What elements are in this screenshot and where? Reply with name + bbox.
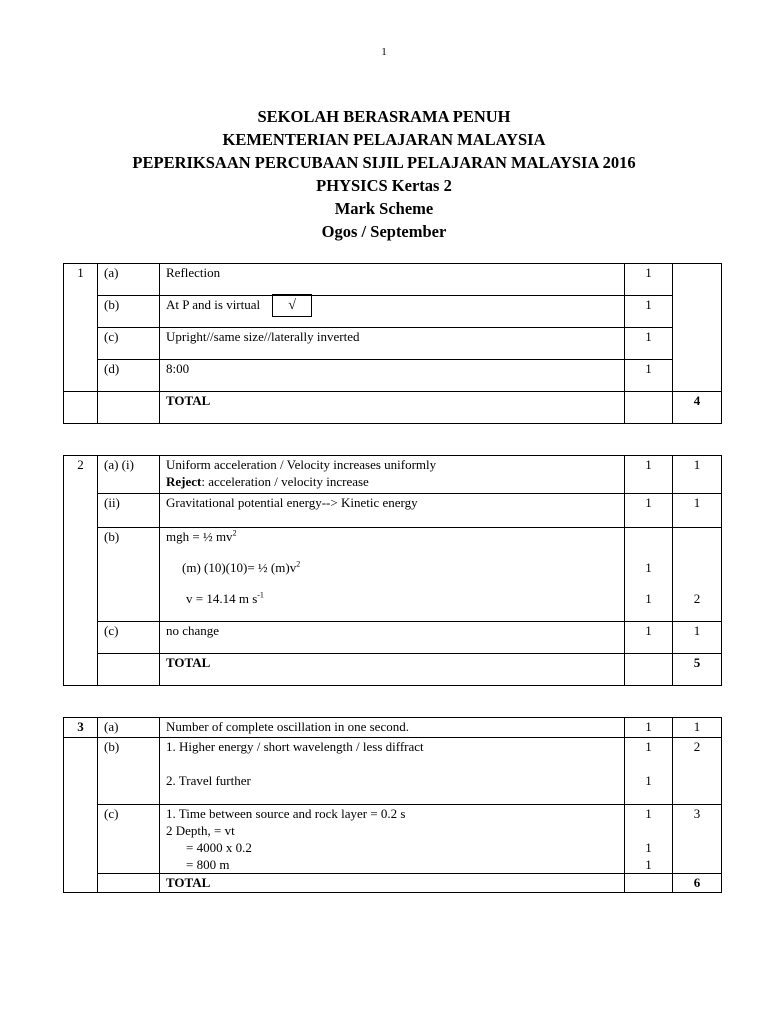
question-number-cell	[64, 805, 98, 874]
working-text: mgh = ½ mv	[166, 529, 233, 544]
sub-total-value: 1	[673, 456, 722, 494]
reject-label: Reject	[166, 474, 202, 489]
question-number-cell	[64, 528, 98, 622]
part-label: (c)	[98, 328, 160, 360]
working-line	[166, 528, 618, 545]
answer-text: no change	[160, 622, 625, 654]
answer-text: Number of complete oscillation in one second.	[160, 718, 625, 738]
part-label: (b)	[98, 528, 160, 622]
table-row	[64, 456, 722, 494]
mark-value: 1	[645, 773, 652, 788]
answer-text: At P and is virtual	[166, 297, 261, 312]
table-row	[64, 360, 722, 392]
mark-value: 1	[625, 264, 673, 296]
mark-value: 1	[645, 739, 652, 754]
heading-ministry: KEMENTERIAN PELAJARAN MALAYSIA	[222, 130, 546, 149]
question-number: 1	[64, 264, 98, 296]
sub-total-value: 1	[673, 718, 722, 738]
answer-text: Reflection	[160, 264, 625, 296]
question-number-cell	[64, 360, 98, 392]
sub-total-value: 2	[673, 738, 722, 805]
answer-cell	[160, 456, 625, 494]
question-3-table	[63, 717, 722, 893]
question-number-cell	[64, 874, 98, 893]
superscript: 2	[296, 559, 301, 569]
answer-line: 1. Higher energy / short wavelength / less diffract	[166, 739, 424, 754]
total-label: TOTAL	[160, 392, 625, 424]
table-row	[64, 264, 722, 296]
sub-total-value: 2	[693, 591, 701, 606]
table-row	[64, 718, 722, 738]
table-row	[64, 528, 722, 622]
working-text: (m) (10)(10)= ½ (m)v	[182, 560, 297, 575]
sub-total-value: 3	[673, 805, 722, 874]
answer-line: = 800 m	[186, 857, 230, 872]
part-label: (c)	[98, 805, 160, 874]
question-number-cell	[64, 296, 98, 328]
heading-mark-scheme: Mark Scheme	[334, 199, 434, 218]
question-number-cell	[64, 654, 98, 686]
heading-exam: PEPERIKSAAN PERCUBAAN SIJIL PELAJARAN MALAYSIA 2016	[132, 153, 636, 172]
mark-value: 1	[625, 718, 673, 738]
part-label: (b)	[98, 296, 160, 328]
sub-total-cell	[673, 264, 722, 392]
mark-value: 1	[645, 591, 652, 606]
sub-total-value: 1	[673, 622, 722, 654]
part-label: (a)	[98, 718, 160, 738]
mark-value: 1	[625, 622, 673, 654]
part-cell	[98, 392, 160, 424]
question-number-cell	[64, 392, 98, 424]
part-cell	[98, 654, 160, 686]
mark-value: 1	[645, 840, 652, 855]
answer-cell	[160, 738, 625, 805]
heading-subject: PHYSICS Kertas 2	[316, 176, 452, 195]
sub-total-value: 1	[673, 494, 722, 528]
superscript: -1	[257, 590, 264, 600]
answer-line: = 4000 x 0.2	[186, 840, 252, 855]
part-label: (a) (i)	[98, 456, 160, 494]
mark-value: 1	[645, 857, 652, 872]
reject-note	[166, 473, 618, 490]
heading-school: SEKOLAH BERASRAMA PENUH	[257, 107, 511, 126]
total-label: TOTAL	[160, 654, 625, 686]
table-row	[64, 654, 722, 686]
document-heading	[0, 105, 768, 243]
working-line	[166, 590, 618, 607]
tick-box: √	[272, 294, 312, 317]
question-number-cell	[64, 328, 98, 360]
part-label: (d)	[98, 360, 160, 392]
part-label: (a)	[98, 264, 160, 296]
mark-value: 1	[625, 296, 673, 328]
part-label: (c)	[98, 622, 160, 654]
total-label: TOTAL	[160, 874, 625, 893]
mark-value: 1	[625, 360, 673, 392]
answer-line: 1. Time between source and rock layer = 0.2 s	[166, 806, 406, 821]
superscript: 2	[232, 528, 237, 538]
mark-cell	[625, 874, 673, 893]
answer-cell	[160, 528, 625, 622]
answer-text: Uniform acceleration / Velocity increases uniformly	[166, 457, 437, 472]
answer-cell	[160, 296, 625, 328]
answer-text: Gravitational potential energy--> Kinetic energy	[160, 494, 625, 528]
table-row	[64, 296, 722, 328]
mark-cell	[625, 654, 673, 686]
page-number: 1	[381, 46, 387, 58]
question-2-table	[63, 455, 722, 686]
mark-value: 1	[625, 456, 673, 494]
table-row	[64, 328, 722, 360]
answer-text: 8:00	[160, 360, 625, 392]
question-1-table	[63, 263, 722, 424]
question-number: 3	[64, 718, 98, 738]
part-label: (b)	[98, 738, 160, 805]
working-text: v = 14.14 m s	[186, 591, 258, 606]
mark-cell	[625, 528, 673, 622]
question-number-cell	[64, 494, 98, 528]
table-row	[64, 392, 722, 424]
table-row	[64, 738, 722, 805]
total-value: 5	[673, 654, 722, 686]
part-label: (ii)	[98, 494, 160, 528]
part-cell	[98, 874, 160, 893]
sub-total-cell	[673, 528, 722, 622]
table-row	[64, 805, 722, 874]
mark-cell	[625, 805, 673, 874]
question-number-cell	[64, 738, 98, 805]
mark-cell	[625, 738, 673, 805]
mark-cell	[625, 392, 673, 424]
table-row	[64, 874, 722, 893]
mark-value: 1	[625, 494, 673, 528]
mark-value: 1	[625, 328, 673, 360]
reject-text: : acceleration / velocity increase	[201, 474, 369, 489]
question-number-cell	[64, 622, 98, 654]
table-row	[64, 622, 722, 654]
answer-line: 2. Travel further	[166, 773, 251, 788]
answer-cell	[160, 805, 625, 874]
total-value: 4	[673, 392, 722, 424]
mark-value: 1	[645, 806, 652, 821]
working-line	[166, 559, 618, 576]
table-row	[64, 494, 722, 528]
question-number: 2	[64, 456, 98, 494]
answer-line: 2 Depth, = vt	[166, 823, 235, 838]
heading-session: Ogos / September	[321, 222, 447, 241]
mark-value: 1	[645, 560, 652, 575]
answer-text: Upright//same size//laterally inverted	[160, 328, 625, 360]
total-value: 6	[673, 874, 722, 893]
